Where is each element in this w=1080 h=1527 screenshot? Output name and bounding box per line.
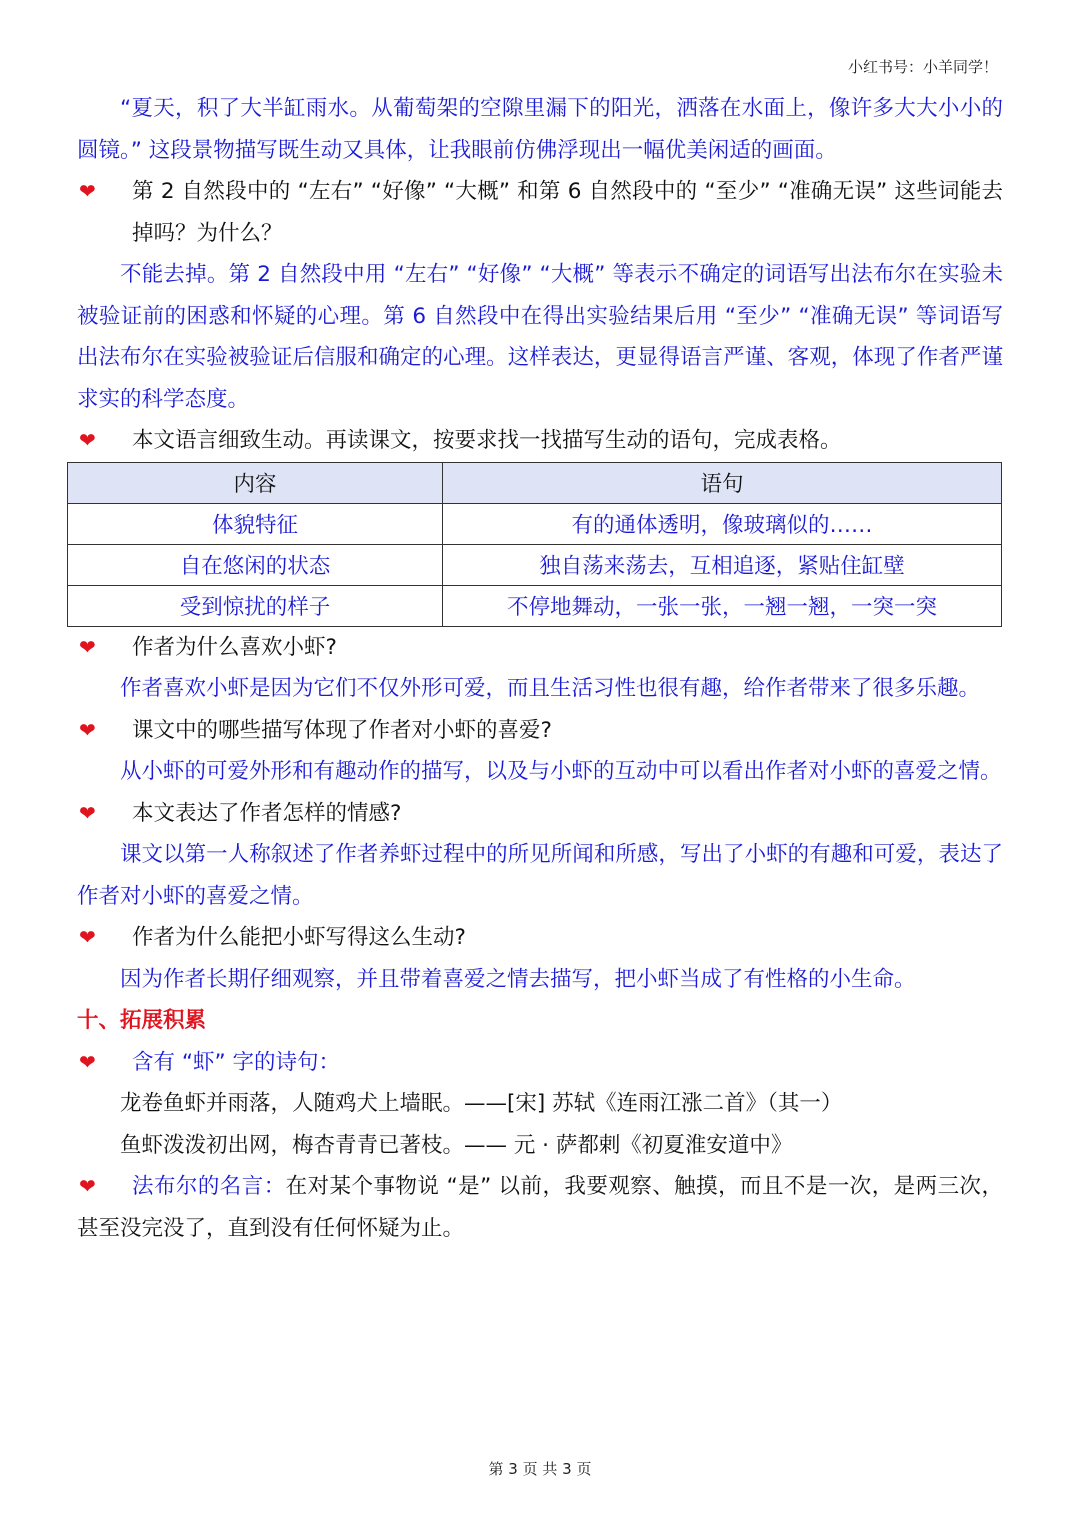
question-2: [77, 420, 1003, 462]
table-row: [68, 585, 1002, 626]
question-6-text: 作者为什么能把小虾写得这么生动?: [132, 925, 466, 950]
table-cell: 自在悠闲的状态: [68, 544, 443, 585]
answer-4: 从小虾的可爱外形和有趣动作的描写，以及与小虾的互动中可以看出作者对小虾的喜爱之情。: [120, 759, 1002, 784]
poems-label-row: [77, 1042, 1003, 1084]
question-4: [77, 710, 1003, 752]
question-4-text: 课文中的哪些描写体现了作者对小虾的喜爱?: [132, 717, 552, 743]
page-header: 小红书号：小羊同学！: [847, 58, 998, 76]
question-5-text: 本文表达了作者怎样的情感?: [132, 800, 402, 826]
question-5: [77, 793, 1003, 835]
scenery-paragraph: “夏天，积了大半缸雨水。从葡萄架的空隙里漏下的阳光，洒落在水面上，像许多大大小小的圆镜。” 这段景物描写既生动又具体，让我眼前仿佛浮现出一幅优美闲适的画面。: [77, 96, 1003, 163]
poem-line: 鱼虾泼泼初出网，梅杏青青已著枝。—— 元 · 萨都剌《初夏淮安道中》: [120, 1132, 793, 1158]
page-footer: 第 3 页 共 3 页: [488, 1460, 592, 1478]
table-cell: 有的通体透明，像玻璃似的……: [443, 503, 1002, 544]
answer-5: 课文以第一人称叙述了作者养虾过程中的所见所闻和所感，写出了小虾的有趣和可爱，表达了作者对小虾的喜爱之情。: [77, 842, 1003, 909]
answer-3: 作者喜欢小虾是因为它们不仅外形可爱，而且生活习性也很有趣，给作者带来了很多乐趣。: [120, 676, 981, 701]
question-3: [77, 627, 1003, 669]
heart-icon: ❤: [79, 1174, 96, 1198]
answer-6: 因为作者长期仔细观察，并且带着喜爱之情去描写，把小虾当成了有性格的小生命。: [120, 966, 916, 992]
table-cell: 独自荡来荡去，互相追逐，紧贴住缸壁: [443, 544, 1002, 585]
answer-1: 不能去掉。第 2 自然段中用 “左右” “好像” “大概” 等表示不确定的词语写出法布尔在实验未被验证前的困惑和怀疑的心理。第 6 自然段中在得出实验结果后用 “至少” “准确无误” 等词语写出法布尔在实验被验证后信服和确定的心理。这样表达，更显得语言严谨、客观，体现了作者严谨求实的科学态度。: [77, 262, 1003, 412]
column-header-content: 内容: [68, 462, 443, 503]
table-row: [68, 544, 1002, 585]
question-6: [77, 917, 1003, 959]
section-title: 十、拓展积累: [77, 1008, 207, 1033]
poem-line: 龙卷鱼虾并雨落，人随鸡犬上墙眠。——[宋] 苏轼《连雨江涨二首》（其一）: [120, 1091, 843, 1116]
question-2-text: 本文语言细致生动。再读课文，按要求找一找描写生动的语句，完成表格。: [132, 428, 842, 453]
heart-icon: ❤: [79, 800, 96, 825]
heart-icon: ❤: [79, 925, 96, 949]
quote-row: [77, 1166, 1003, 1249]
table-cell: 体貌特征: [68, 503, 443, 544]
column-header-sentence: 语句: [443, 462, 1002, 503]
document-body: [77, 88, 1003, 1249]
poems-label: 含有 “虾” 字的诗句：: [132, 1049, 340, 1075]
heart-icon: ❤: [79, 179, 96, 203]
heart-icon: ❤: [79, 634, 96, 659]
table-cell: 不停地舞动，一张一张，一翘一翘，一突一突: [443, 585, 1002, 626]
table-cell: 受到惊扰的样子: [68, 585, 443, 626]
question-3-text: 作者为什么喜欢小虾?: [132, 634, 337, 660]
question-1: [77, 171, 1003, 254]
heart-icon: ❤: [79, 428, 96, 452]
question-1-text: 第 2 自然段中的 “左右” “好像” “大概” 和第 6 自然段中的 “至少” “准确无误” 这些词能去掉吗？为什么？: [132, 179, 1004, 246]
heart-icon: ❤: [79, 1049, 96, 1074]
table-row: [68, 503, 1002, 544]
heart-icon: ❤: [79, 717, 96, 742]
quote-text: 在对某个事物说 “是” 以前，我要观察、触摸，而且不是一次，是两三次，甚至没完没了，直到没有任何怀疑为止。: [77, 1174, 1003, 1241]
quote-label: 法布尔的名言：: [132, 1174, 286, 1199]
table-header-row: [68, 462, 1002, 503]
description-table: [67, 462, 1002, 627]
